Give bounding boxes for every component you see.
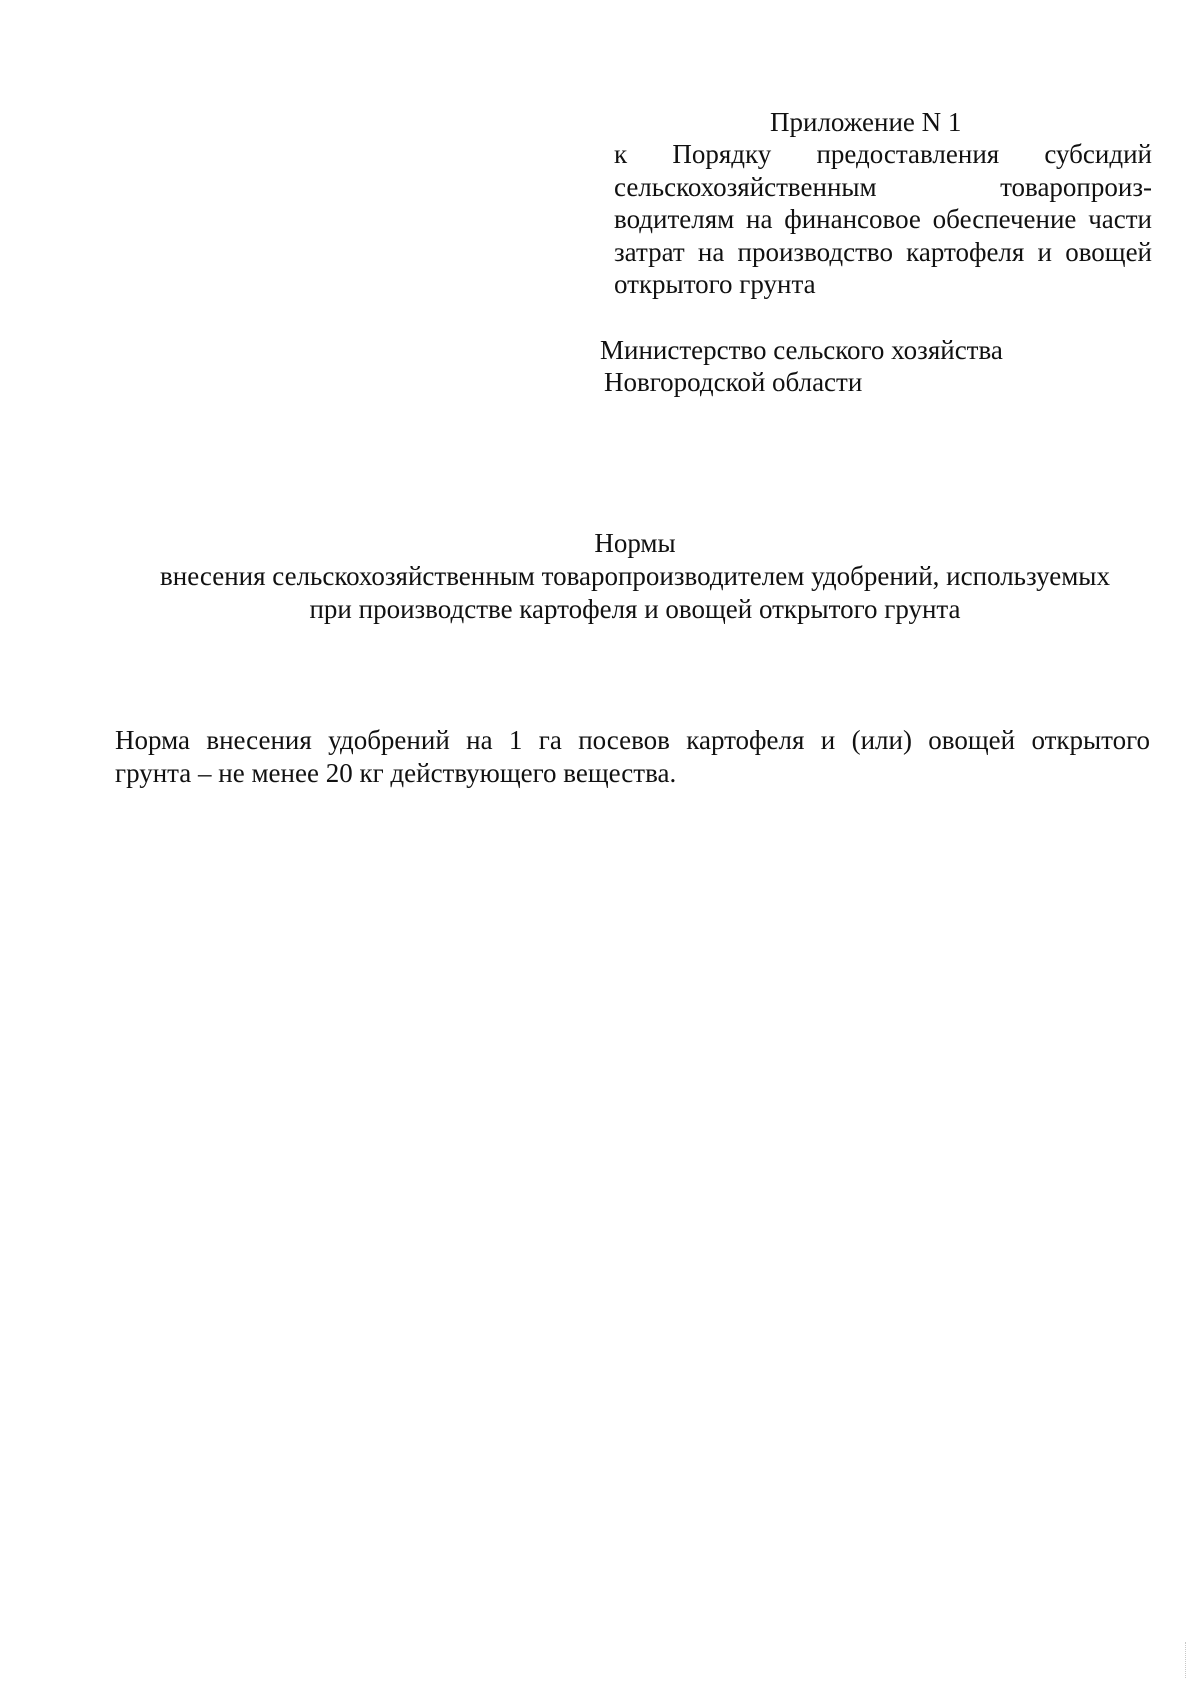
appendix-reference [614, 138, 1152, 301]
norm-paragraph [115, 724, 1150, 790]
paragraph-line: грунта – не менее 20 кг действующего вещества. [115, 758, 677, 788]
norms-subtitle-line: внесения сельскохозяйственным товаропроизводителем удобрений, используемых [160, 561, 1110, 591]
appendix-title: Приложение N 1 [770, 107, 962, 137]
appendix-line: водителям на финансовое обеспечение части [614, 204, 1152, 234]
ministry-region: Новгородской области [604, 367, 863, 397]
appendix-line: открытого грунта [614, 269, 816, 299]
norms-subtitle-line: при производстве картофеля и овощей открытого грунта [309, 594, 961, 624]
appendix-line: сельскохозяйственным товаропроиз- [614, 171, 1152, 202]
scan-artifact [1185, 1642, 1187, 1678]
norms-heading [0, 527, 1200, 626]
paragraph-line: Норма внесения удобрений на 1 га посевов картофеля и (или) овощей открытого [115, 725, 1150, 755]
norms-title: Нормы [594, 528, 676, 558]
appendix-line: затрат на производство картофеля и овощей [614, 236, 1152, 267]
ministry-block [600, 334, 1003, 398]
ministry-name: Министерство сельского хозяйства [600, 335, 1003, 365]
appendix-line: к Порядку предоставления субсидий [614, 139, 1152, 169]
